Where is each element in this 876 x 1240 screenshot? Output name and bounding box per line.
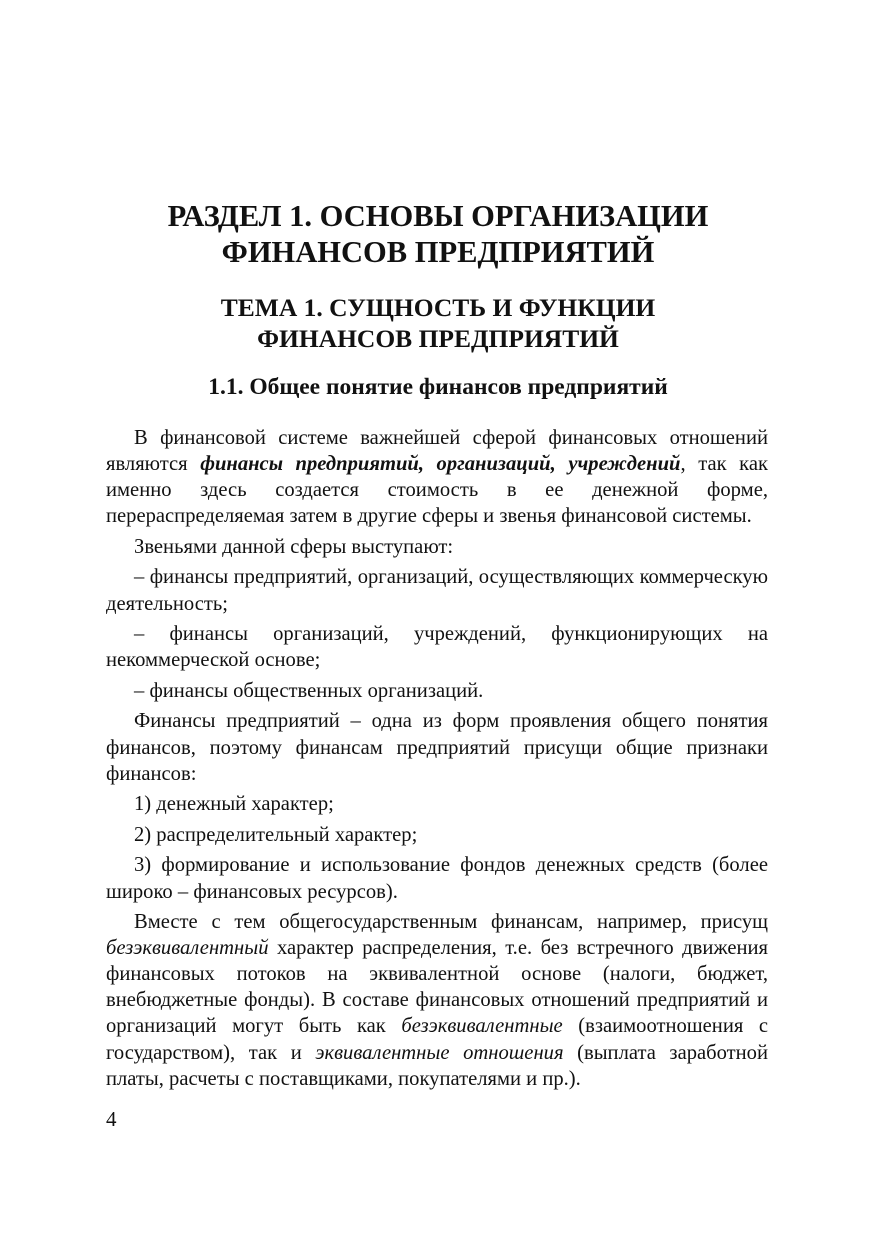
topic-title-line2: ФИНАНСОВ ПРЕДПРИЯТИЙ <box>257 324 619 353</box>
section-title <box>100 198 776 270</box>
list-item-dash-2: – финансы организаций, учреждений, функционирующих на некоммерческой основе; <box>106 623 768 672</box>
emphasis-equivalent-relations: эквивалентные отношения <box>315 1041 564 1064</box>
subsection-title: 1.1. Общее понятие финансов предприятий <box>208 374 668 400</box>
topic-title-line1: ТЕМА 1. СУЩНОСТЬ И ФУНКЦИИ <box>220 293 656 322</box>
paragraph-4 <box>106 909 768 1092</box>
paragraph-1 <box>106 425 768 529</box>
paragraph-4-text-e: (взаимоотношения с государством), так и <box>106 1015 768 1064</box>
paragraph-4-text-g: (выплата заработной платы, расчеты с поставщиками, покупателями и пр.). <box>106 1041 768 1090</box>
emphasis-enterprise-finance: финансы предприятий, организаций, учреждений <box>200 453 681 476</box>
topic-title <box>120 292 756 354</box>
list-item-dash-3: – финансы общественных организаций. <box>134 679 484 702</box>
emphasis-non-equivalent-1: безэквивалентный <box>106 937 269 960</box>
paragraph-4-text-c: характер распределения, т.е. без встречного движения финансовых потоков на эквивалентной основе (налоги, бюджет, внебюджетные фонды). В составе финансовых отношений предприятий и организаций могут быть как <box>106 937 768 1038</box>
paragraph-4-text-a: Вместе с тем общегосударственным финансам, например, присущ <box>134 911 768 934</box>
list-item-numbered-2: 2) распределительный характер; <box>134 823 418 846</box>
list-item-numbered-3: 3) формирование и использование фондов денежных средств (более широко – финансовых ресурсов). <box>106 854 768 903</box>
list-item-dash-1: – финансы предприятий, организаций, осуществляющих коммерческую деятельность; <box>106 566 768 615</box>
body-text <box>106 425 768 1092</box>
page-number: 4 <box>106 1107 117 1131</box>
paragraph-3: Финансы предприятий – одна из форм проявления общего понятия финансов, поэтому финансам предприятий присущи общие признаки финансов: <box>106 710 768 785</box>
section-title-line1: РАЗДЕЛ 1. ОСНОВЫ ОРГАНИЗАЦИИ <box>167 199 709 233</box>
emphasis-non-equivalent-2: безэквивалентные <box>401 1015 563 1038</box>
list-item-numbered-1: 1) денежный характер; <box>134 793 334 816</box>
section-title-line2: ФИНАНСОВ ПРЕДПРИЯТИЙ <box>221 235 655 269</box>
paragraph-1-text-a: В финансовой системе важнейшей сферой финансовых отношений являются <box>106 427 768 476</box>
paragraph-1-text-c: , так как именно здесь создается стоимость в ее денежной форме, перераспределяемая затем в другие сферы и звенья финансовой системы. <box>106 453 768 528</box>
paragraph-2: Звеньями данной сферы выступают: <box>134 535 454 558</box>
